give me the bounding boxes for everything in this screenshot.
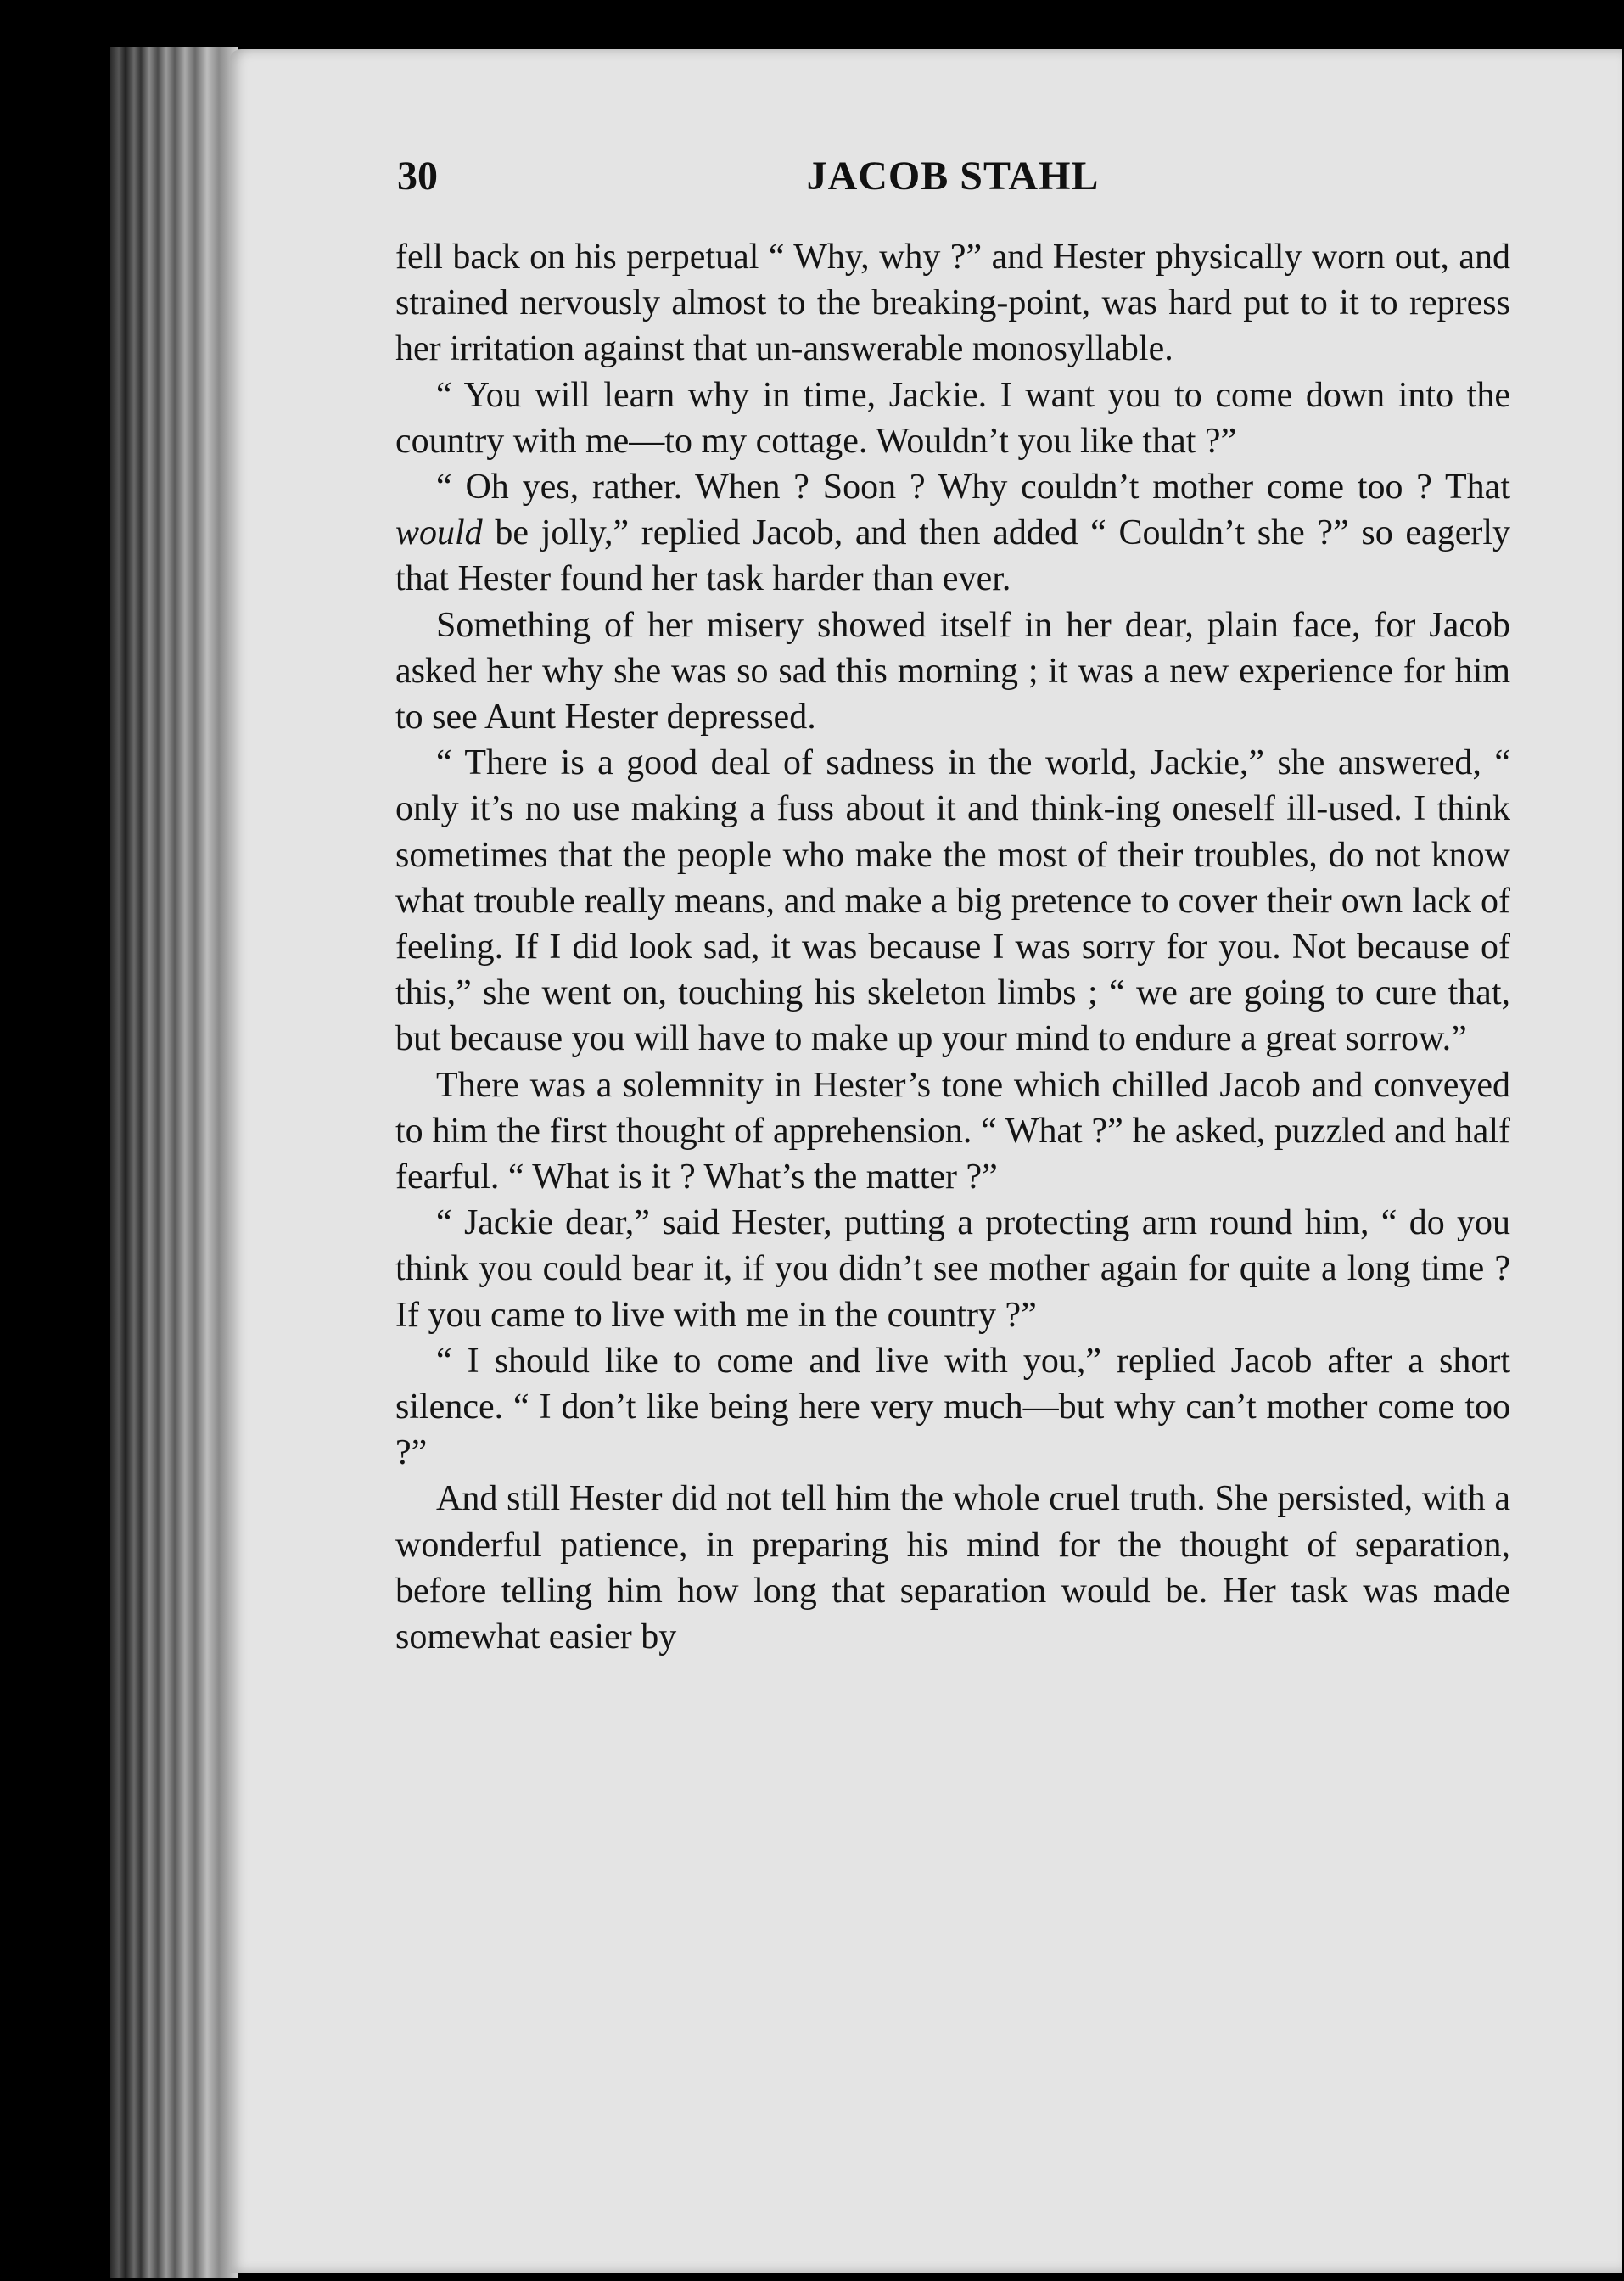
paragraph-3-emphasis: would [395,513,483,553]
paragraph-7: “ Jackie dear,” said Hester, putting a protecting arm round him, “ do you think you could bear it, if you didn’t see mother again for quite a long time ? If you came to live with me in the country ?” [395,1203,1510,1335]
paragraph-4: Something of her misery showed itself in her dear, plain face, for Jacob asked her why she was so sad this morning ; it was a new experience for him to see Aunt Hester depressed. [395,605,1510,737]
paragraph-3-after: be jolly,” replied Jacob, and then added “ Couldn’t she ?” so eagerly that Hester found her task harder than ever. [395,513,1510,599]
paragraph-6: There was a solemnity in Hester’s tone which chilled Jacob and conveyed to him the first thought of apprehension. “ What ?” he asked, puzzled and half fearful. “ What is it ? What’s the matter ?” [395,1065,1510,1197]
paragraph-2: “ You will learn why in time, Jackie. I want you to come down into the country with me—to my cottage. Wouldn’t you like that ?” [395,375,1510,461]
paragraph-3 [395,464,1510,602]
running-title: JACOB STAHL [806,154,1100,199]
page-header [397,153,1509,212]
paragraph-1: fell back on his perpetual “ Why, why ?” and Hester physically worn out, and strained nervously almost to the breaking-point, was hard put to it to repress her irritation against that un-answerable monosyllable. [395,238,1510,369]
paragraph-9: And still Hester did not tell him the whole cruel truth. She persisted, with a wonderful patience, in preparing his mind for the thought of separation, before telling him how long that separation would be. Her task was made somewhat easier by [395,1479,1510,1657]
paragraph-5: “ There is a good deal of sadness in the world, Jackie,” she answered, “ only it’s no use making a fuss about it and think-ing oneself ill-used. I think sometimes that the people who make the most of their troubles, do not know what trouble really means, and make a big pretence to cover their own lack of feeling. If I did look sad, it was because I was sorry for you. Not because of this,” she went on, touching his skeleton limbs ; “ we are going to cure that, but because you will have to make up your mind to endure a great sorrow.” [395,743,1510,1059]
body-text [395,234,1510,1660]
page-number: 30 [397,154,438,199]
paragraph-3-before: “ Oh yes, rather. When ? Soon ? Why couldn’t mother come too ? That [436,468,1510,507]
paragraph-8: “ I should like to come and live with you,” replied Jacob after a short silence. “ I don’t like being here very much—but why can’t mother come too ?” [395,1341,1510,1473]
book-binding [110,47,238,2278]
